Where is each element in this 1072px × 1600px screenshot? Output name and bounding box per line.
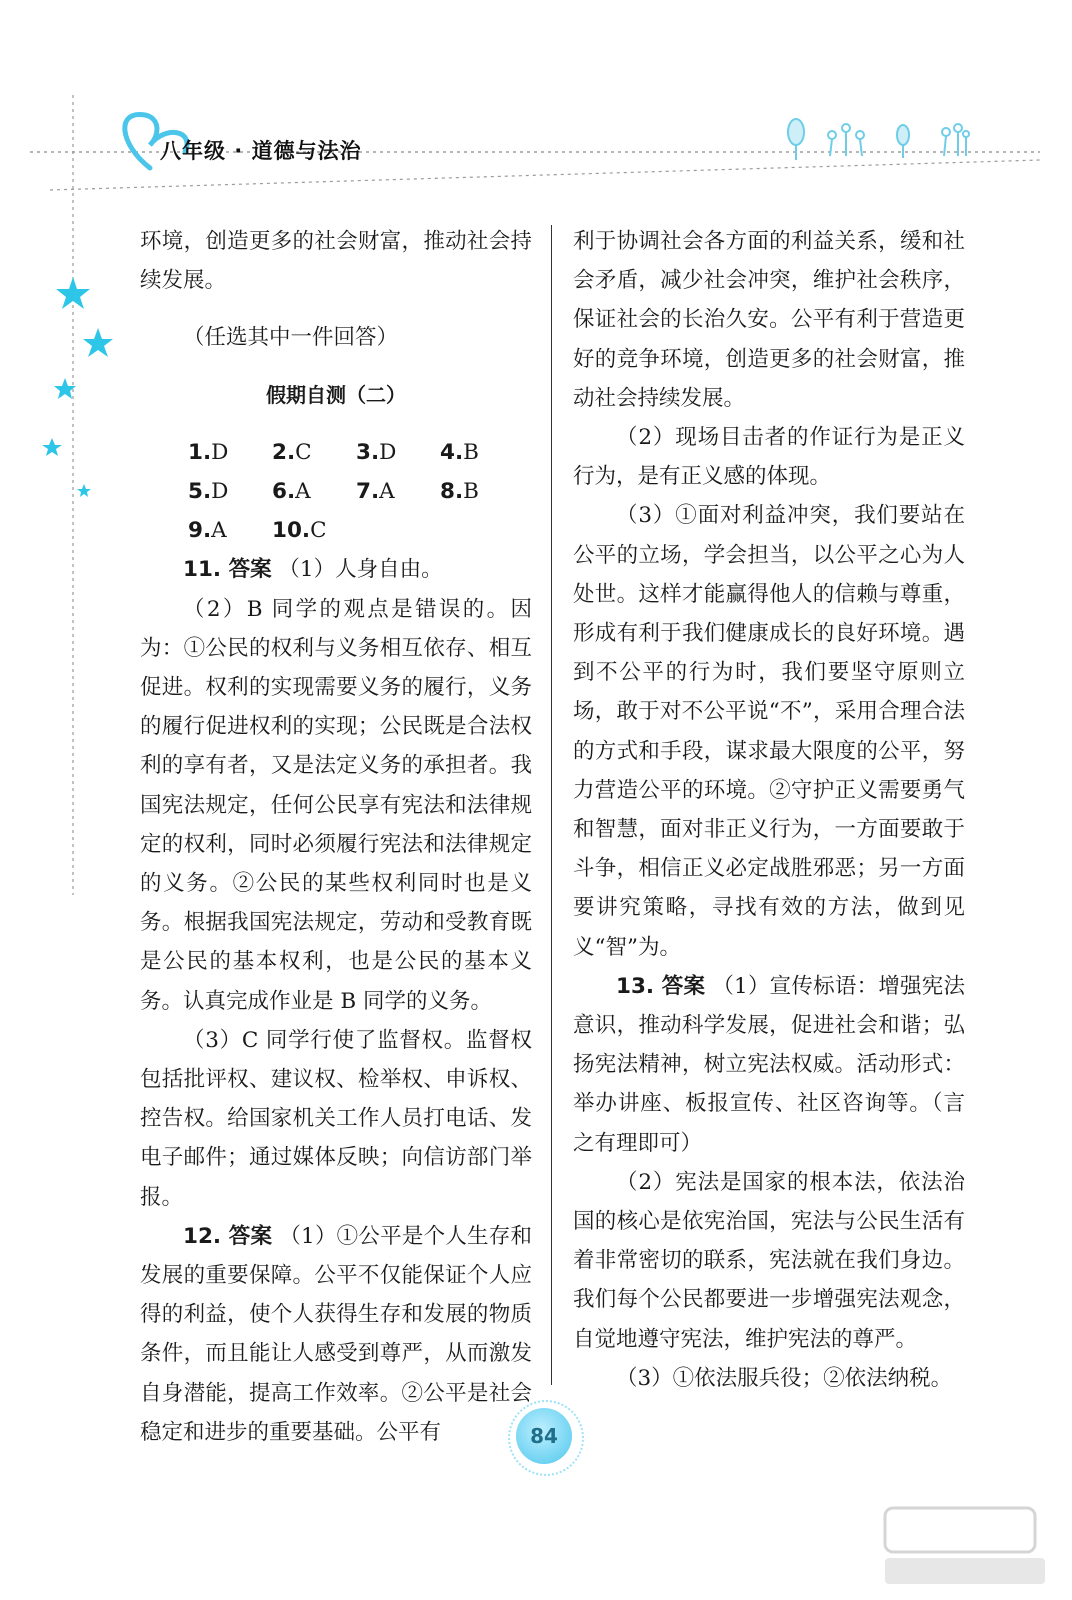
q12-answer-1: 12. 答案 （1）①公平是个人生存和发展的重要保障。公平不仅能保证个人应得的利益，使个人获得生存和发展的物质条件，而且能让人感受到尊严，从而激发自身潜能，提高工作效率。②公平是社会稳定和进步的重要基础。公平有 [140,1223,532,1445]
left-column [140,222,532,1452]
section-title: 假期自测（二） [266,382,406,407]
paragraph: （2）现场目击者的作证行为是正义行为，是有正义感的体现。 [573,425,965,490]
q11-answer-1: 11. 答案 （1）人身自由。 [183,557,443,583]
q13-answer-2: （2）宪法是国家的根本法，依法治国的核心是依宪治国，宪法与公民生活有着非常密切的联系，宪法就在我们身边。我们每个公民都要进一步增强宪法观念，自觉地遵守宪法，维护宪法的尊严。 [573,1169,965,1352]
star-icon [54,378,76,399]
mc-row: 5.D 6.A 7.A 8.B [188,479,479,504]
q13-answer-1: 13. 答案 （1）宣传标语：增强宪法意识，推动科学发展，促进社会和谐；弘扬宪法精神，树立宪法权威。活动形式：举办讲座、板报宣传、社区咨询等。（言之有理即可） [573,973,965,1156]
paragraph: 利于协调社会各方面的利益关系，缓和社会矛盾，减少社会冲突，维护社会秩序，保证社会的长治久安。公平有利于营造更好的竞争环境，创造更多的社会财富，推动社会持续发展。 [573,229,965,411]
paragraph: 环境，创造更多的社会财富，推动社会持续发展。 [140,229,532,294]
multiple-choice-answers [140,433,532,551]
mc-row: 1.D 2.C 3.D 4.B [188,439,479,465]
q11-answer-2: （2）B 同学的观点是错误的。因为：①公民的权利与义务相互依存、相互促进。权利的实现需要义务的履行，义务的履行促进权利的实现；公民既是合法权利的享有者，又是法定义务的承担者。我国宪法规定，任何公民享有宪法和法律规定的权利，同时必须履行宪法和法律规定的义务。②公民的某些权利同时也是义务。根据我国宪法规定，劳动和受教育既是公民的基本权利，也是公民的基本义务。认真完成作业是 B 同学的义务。 [140,596,532,1014]
right-column [573,222,965,1398]
flower-decoration-icon [788,119,969,160]
q13-answer-3: （3）①依法服兵役；②依法纳税。 [616,1365,953,1391]
paragraph: （3）①面对利益冲突，我们要站在公平的立场，学会担当，以公平之心为人处世。这样才能赢得他人的信赖与尊重，形成有利于我们健康成长的良好环境。遇到不公平的行为时，我们要坚守原则立场，敢于对不公平说“不”，采用合理合法的方式和手段，谋求最大限度的公平，努力营造公平的环境。②守护正义需要勇气和智慧，面对非正义行为，一方面要敢于斗争，相信正义必定战胜邪恶；另一方面要讲究策略，寻找有效的方法，做到见义“智”为。 [573,503,965,960]
mc-row: 9.A 10.C [188,518,327,544]
watermark-logo [880,1500,1050,1590]
page-number: 84 [516,1408,572,1464]
margin-decoration [0,95,120,915]
column-divider [551,225,552,1385]
q11-answer-3: （3）C 同学行使了监督权。监督权包括批评权、建议权、检举权、申诉权、控告权。给国家机关工作人员打电话、发电子邮件；通过媒体反映；向信访部门举报。 [140,1027,532,1210]
book-title: 八年级 · 道德与法治 [160,139,362,163]
star-icon [42,438,62,456]
paragraph: （任选其中一件回答） [183,325,399,351]
star-icon [77,484,91,497]
star-icon [83,328,113,357]
star-icon [56,277,90,309]
